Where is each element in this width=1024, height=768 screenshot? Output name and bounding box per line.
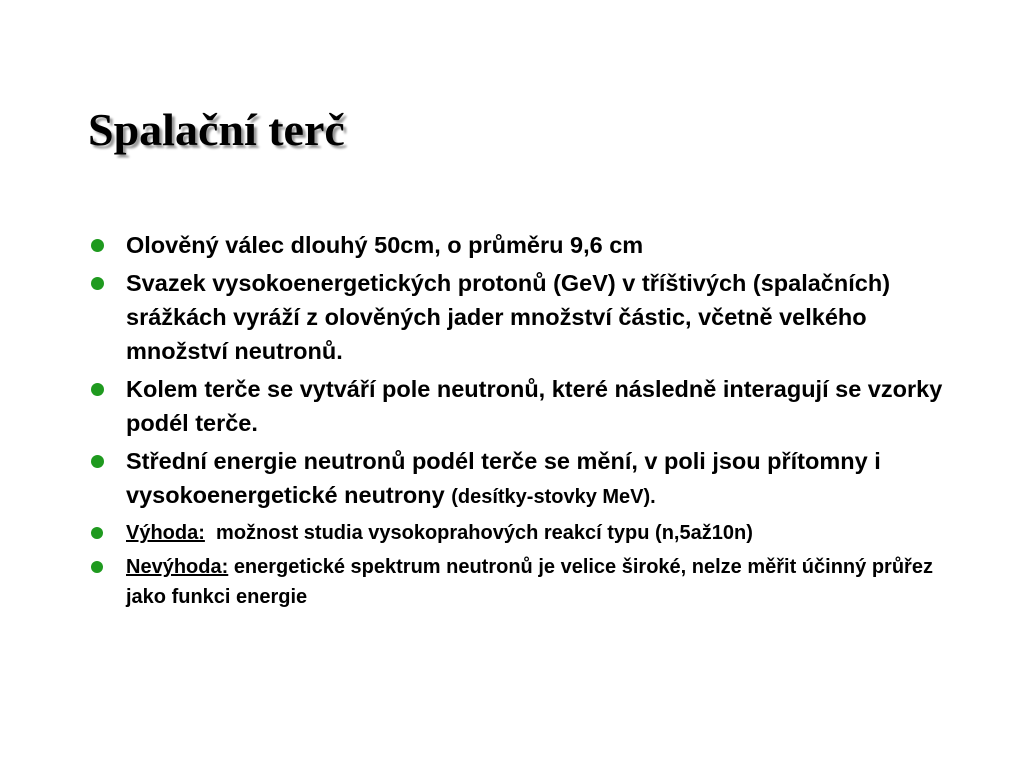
bullet-text: Kolem terče se vytváří pole neutronů, které následně interagují se vzorky podél terče. [126, 376, 943, 436]
bullet-dot-icon [91, 455, 104, 468]
bullet-dot-icon [91, 239, 104, 252]
bullet-item-advantage [88, 518, 948, 548]
bullet-dot-icon [91, 277, 104, 290]
bullet-text: Svazek vysokoenergetických protonů (GeV) v tříštivých (spalačních) srážkách vyráží z olověných jader množství částic, včetně velkého množství neutronů. [126, 270, 891, 364]
bullet-text: energetické spektrum neutronů je velice široké, nelze měřit účinný průřez jako funkci energie [126, 556, 933, 608]
bullet-paren-note: (desítky-stovky MeV). [451, 486, 656, 508]
bullet-item-neutron-field [88, 372, 948, 440]
bullet-list [88, 228, 948, 616]
bullet-item-disadvantage [88, 552, 948, 612]
advantage-label: Výhoda: [126, 522, 205, 544]
bullet-dot-icon [91, 383, 104, 396]
bullet-text: možnost studia vysokoprahových reakcí typu (n,5až10n) [216, 522, 753, 544]
bullet-dot-icon [91, 561, 103, 573]
disadvantage-label: Nevýhoda: [126, 556, 229, 578]
bullet-text: Střední energie neutronů podél terče se mění, v poli jsou přítomny i vysokoenergetické neutrony [126, 448, 881, 508]
bullet-item-mean-energy [88, 444, 948, 514]
slide-title: Spalační terč [88, 104, 345, 155]
bullet-dot-icon [91, 527, 103, 539]
bullet-text: Olověný válec dlouhý 50cm, o průměru 9,6 cm [126, 232, 644, 258]
bullet-item-lead-cylinder [88, 228, 948, 262]
bullet-item-proton-beam [88, 266, 948, 368]
